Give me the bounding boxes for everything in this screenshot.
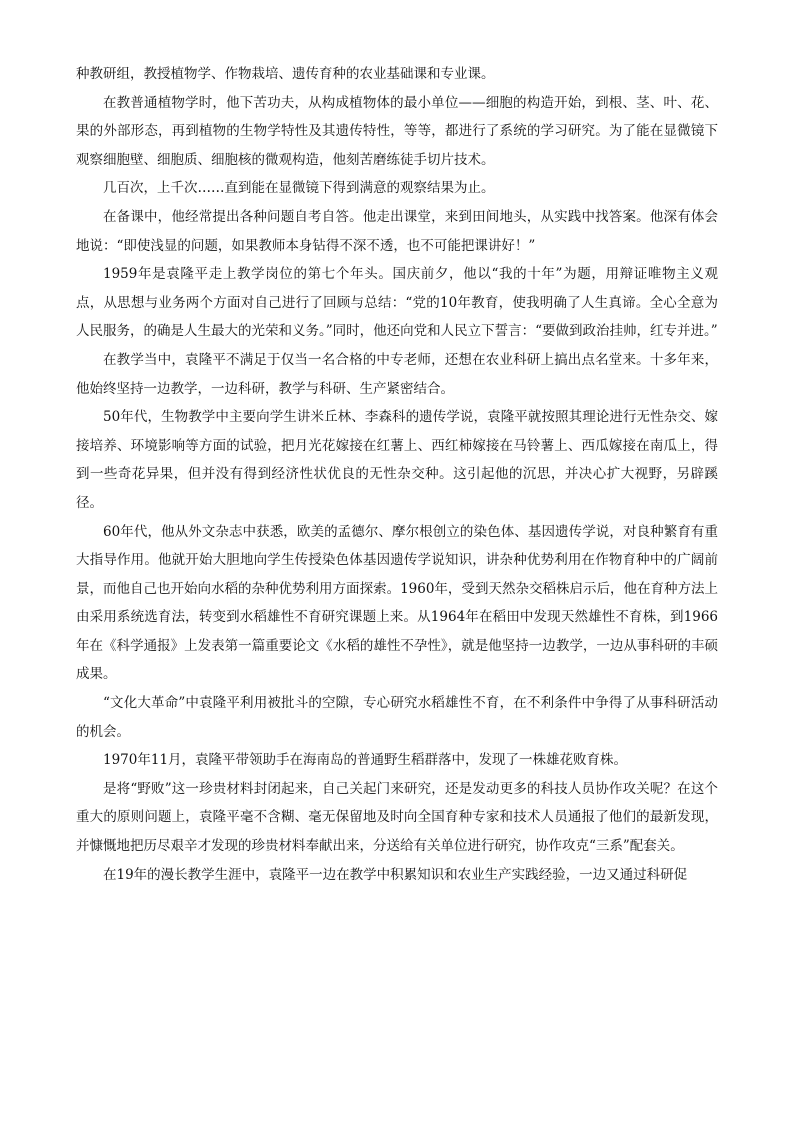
paragraph: 在教学当中，袁隆平不满足于仅当一名合格的中专老师，还想在农业科研上搞出点名堂来。十多年来，他始终坚持一边教学，一边科研，教学与科研、生产紧密结合。 (76, 351, 718, 397)
paragraph: 在教普通植物学时，他下苦功夫，从构成植物体的最小单位——细胞的构造开始，到根、茎、叶、花、果的外部形态，再到植物的生物学特性及其遗传特性，等等，都进行了系统的学习研究。为了能在显微镜下观察细胞壁、细胞质、细胞核的微观构造，他刻苦磨练徒手切片技术。 (76, 94, 718, 168)
paragraph: 种教研组，教授植物学、作物栽培、遗传育种的农业基础课和专业课。 (76, 66, 495, 82)
paragraph: 60年代，他从外文杂志中获悉，欧美的孟德尔、摩尔根创立的染色体、基因遗传学说，对良种繁育有重大指导作用。他就开始大胆地向学生传授染色体基因遗传学说知识，讲杂种优势利用在作物育种中的广阔前景，而他自己也开始向水稻的杂种优势利用方面探索。1960年，受到天然杂交稻株启示后，他在育种方法上由采用系统选育法，转变到水稻雄性不育研究课题上来。从1964年在稻田中发现天然雄性不育株，到1966年在《科学通报》上发表第一篇重要论文《水稻的雄性不孕性》，就是他坚持一边教学，一边从事科研的丰硕成果。 (76, 523, 718, 683)
paragraph: 1959年是袁隆平走上教学岗位的第七个年头。国庆前夕，他以“我的十年”为题，用辩证唯物主义观点，从思想与业务两个方面对自己进行了回顾与总结：“党的10年教育，使我明确了人生真谛。全心全意为人民服务，的确是人生最大的光荣和义务。”同时，他还向党和人民立下誓言：“要做到政治挂帅，红专并进。” (76, 266, 718, 340)
document-body (76, 60, 718, 889)
paragraph: 在19年的漫长教学生涯中，袁隆平一边在教学中积累知识和农业生产实践经验，一边又通过科研促 (103, 866, 688, 883)
paragraph: 50年代，生物教学中主要向学生讲米丘林、李森科的遗传学说，袁隆平就按照其理论进行无性杂交、嫁接培养、环境影响等方面的试验，把月光花嫁接在红薯上、西红柿嫁接在马铃薯上、西瓜嫁接在南瓜上，得到一些奇花异果，但并没有得到经济性状优良的无性杂交种。这引起他的沉思，并决心扩大视野，另辟蹊径。 (76, 409, 718, 511)
paragraph: 几百次，上千次……直到能在显微镜下得到满意的观察结果为止。 (103, 180, 495, 197)
paragraph: 1970年11月，袁隆平带领助手在海南岛的普通野生稻群落中，发现了一株雄花败育株。 (103, 752, 628, 769)
paragraph: “文化大革命”中袁隆平利用被批斗的空隙，专心研究水稻雄性不育，在不利条件中争得了从事科研活动的机会。 (76, 695, 718, 740)
paragraph: 是将“野败”这一珍贵材料封闭起来，自己关起门来研究，还是发动更多的科技人员协作攻关呢？在这个重大的原则问题上，袁隆平毫不含糊、毫无保留地及时向全国育种专家和技术人员通报了他们的最新发现，并慷慨地把历尽艰辛才发现的珍贵材料奉献出来，分送给有关单位进行研究，协作攻克“三系”配套关。 (76, 780, 718, 855)
paragraph: 在备课中，他经常提出各种问题自考自答。他走出课堂，来到田间地头，从实践中找答案。他深有体会地说：“即使浅显的问题，如果教师本身钻得不深不透，也不可能把课讲好！” (76, 208, 718, 254)
